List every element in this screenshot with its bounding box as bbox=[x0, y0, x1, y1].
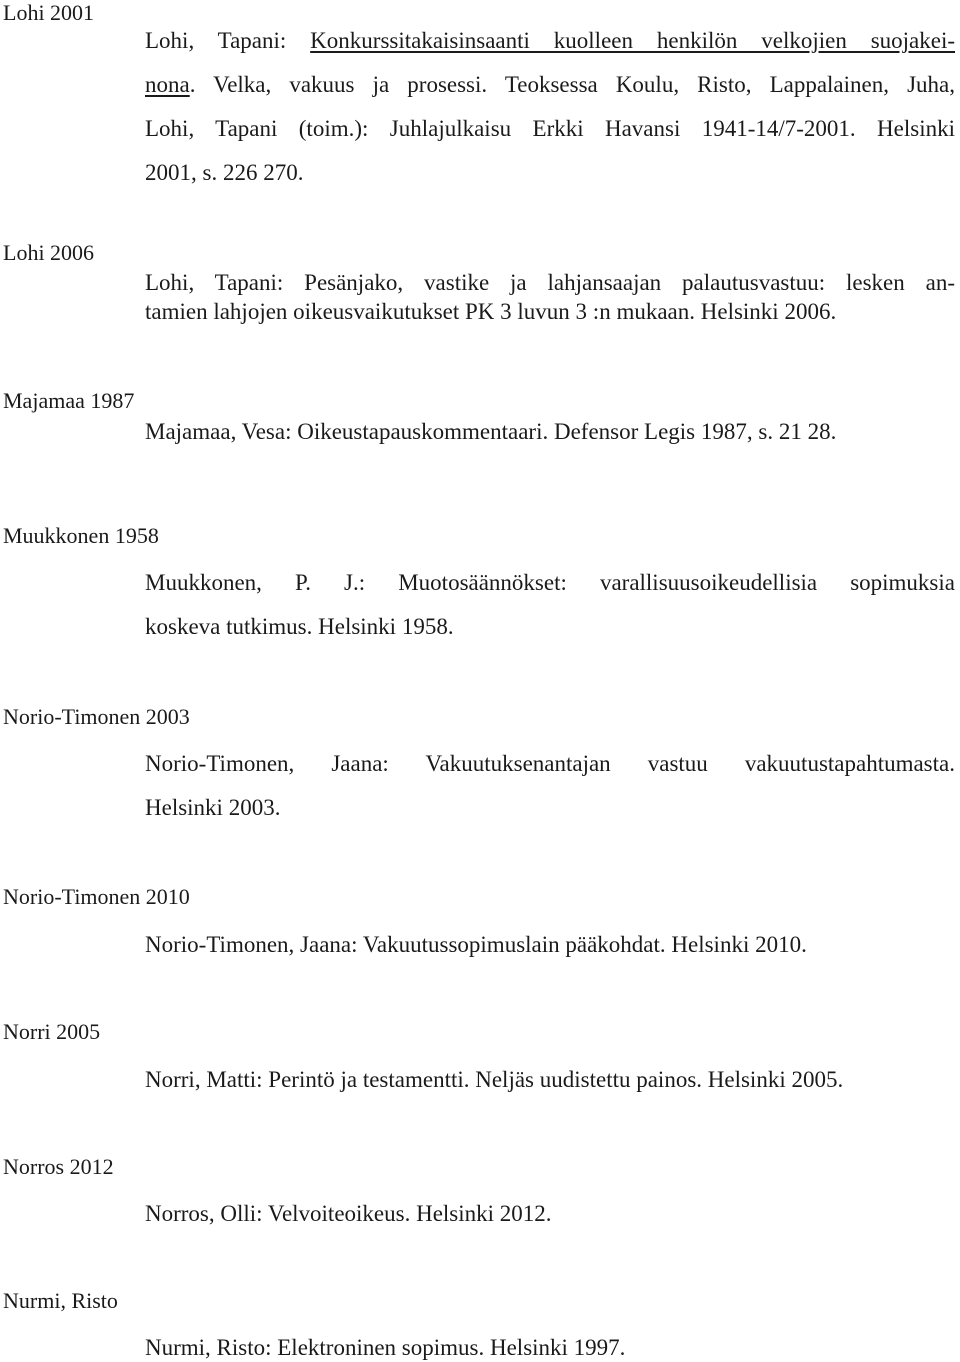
reference-line bbox=[145, 19, 955, 63]
entry-reference bbox=[145, 930, 955, 959]
entry-key: Nurmi, Risto bbox=[3, 1288, 118, 1313]
entry-key: Muukkonen 1958 bbox=[3, 523, 159, 548]
entry-reference bbox=[145, 561, 955, 649]
entry-reference bbox=[145, 19, 955, 195]
reference-line: Lohi, Tapani: Pesänjako, vastike ja lahjansaajan palautusvastuu: lesken an- bbox=[145, 270, 955, 295]
reference-line: Majamaa, Vesa: Oikeustapauskommentaari. Defensor Legis 1987, s. 21 28. bbox=[145, 419, 837, 444]
reference-line: Norros, Olli: Velvoiteoikeus. Helsinki 2012. bbox=[145, 1201, 552, 1226]
entry-reference bbox=[145, 1333, 955, 1362]
title-link-continued[interactable]: nona bbox=[145, 72, 190, 97]
entry-key: Norio-Timonen 2003 bbox=[3, 704, 190, 729]
reference-text: . Velka, vakuus ja prosessi. Teoksessa Koulu, Risto, Lappalainen, Juha, bbox=[189, 72, 955, 97]
entry-reference bbox=[145, 1065, 955, 1094]
reference-line: Muukkonen, P. J.: Muotosäännökset: varallisuusoikeudellisia sopimuksia bbox=[145, 570, 955, 595]
reference-line: Norio-Timonen, Jaana: Vakuutussopimuslain pääkohdat. Helsinki 2010. bbox=[145, 932, 807, 957]
entry-reference bbox=[145, 417, 955, 446]
author-text: Lohi, Tapani: bbox=[145, 28, 311, 53]
entry-key: Majamaa 1987 bbox=[3, 388, 135, 413]
reference-line: Helsinki 2003. bbox=[145, 795, 281, 820]
entry-reference bbox=[145, 1199, 955, 1228]
reference-line: koskeva tutkimus. Helsinki 1958. bbox=[145, 614, 454, 639]
reference-line: Lohi, Tapani (toim.): Juhlajulkaisu Erkki Havansi 1941-14/7-2001. Helsinki bbox=[145, 116, 955, 141]
entry-key: Lohi 2006 bbox=[3, 240, 95, 265]
entry-key: Norio-Timonen 2010 bbox=[3, 884, 190, 909]
entry-key: Lohi 2001 bbox=[3, 0, 95, 25]
reference-line: Nurmi, Risto: Elektroninen sopimus. Helsinki 1997. bbox=[145, 1335, 626, 1360]
title-link[interactable]: Konkurssitakaisinsaanti kuolleen henkilön velkojien suojakei- bbox=[310, 28, 955, 53]
reference-line: 2001, s. 226 270. bbox=[145, 160, 304, 185]
reference-line: tamien lahjojen oikeusvaikutukset PK 3 luvun 3 :n mukaan. Helsinki 2006. bbox=[145, 299, 837, 324]
reference-line bbox=[145, 63, 955, 107]
reference-line: Norio-Timonen, Jaana: Vakuutuksenantajan vastuu vakuutustapahtumasta. bbox=[145, 751, 955, 776]
reference-line: Norri, Matti: Perintö ja testamentti. Neljäs uudistettu painos. Helsinki 2005. bbox=[145, 1067, 844, 1092]
entry-key: Norri 2005 bbox=[3, 1019, 101, 1044]
entry-reference bbox=[145, 268, 955, 326]
entry-key: Norros 2012 bbox=[3, 1154, 114, 1179]
entry-reference bbox=[145, 742, 955, 830]
